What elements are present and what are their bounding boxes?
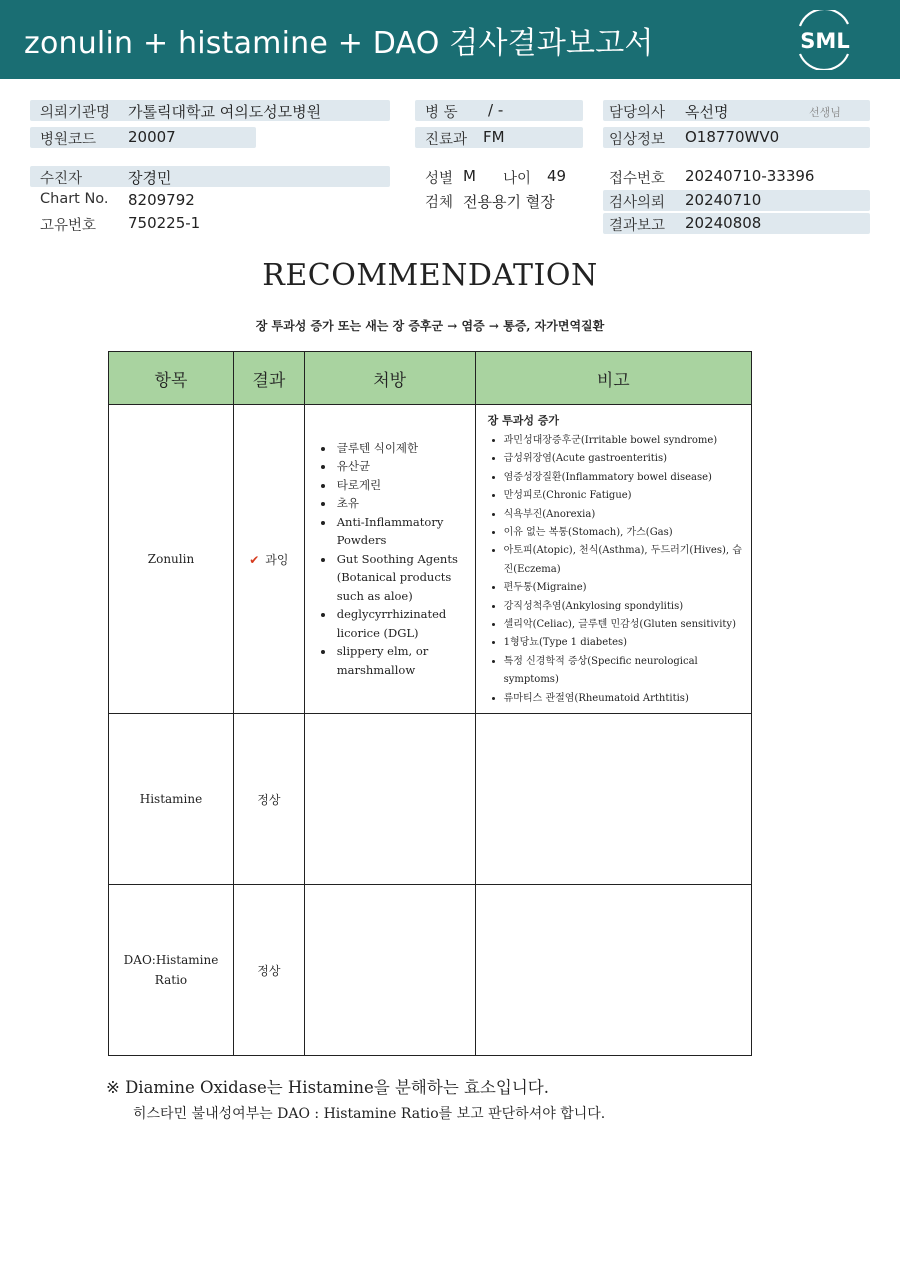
hospital-label: 의뢰기관명: [40, 105, 111, 121]
list-item: • 급성위장염(Acute gastroenteritis): [504, 450, 743, 468]
recommendation-title: RECOMMENDATION: [262, 258, 598, 293]
recommendation-subtitle: 장 투과성 증가 또는 새는 장 증후군 → 염증 → 통증, 자가면역질환: [255, 319, 605, 333]
note-dao-ratio: [475, 885, 751, 1056]
footnote-line-2: 히스타민 불내성여부는 DAO : Histamine Ratio를 보고 판단하셔야 합니다.: [133, 1106, 606, 1122]
footnote-line-1: ※ Diamine Oxidase는 Histamine을 분해하는 효소입니다.: [106, 1078, 549, 1097]
list-item: • Anti-Inflammatory Powders: [335, 513, 471, 550]
clinical-value: O18770WV0: [685, 128, 780, 146]
list-item: • 글루텐 식이제한: [335, 439, 471, 458]
reception-field: [603, 166, 870, 187]
list-item: • Gut Soothing Agents (Botanical products such as aloe): [335, 550, 471, 606]
list-item: • 과민성대장증후군(Irritable bowel syndrome): [504, 432, 743, 450]
age-value: 49: [547, 167, 567, 185]
sex-label: 성별: [425, 171, 454, 187]
report-value: 20240808: [685, 214, 762, 232]
logo-text: SML: [800, 29, 850, 53]
list-item: • deglycyrrhizinated licorice (DGL): [335, 605, 471, 642]
table-header-row: [109, 352, 752, 405]
list-item: • 이유 없는 복통(Stomach), 가스(Gas): [504, 524, 743, 542]
check-mark-icon: ✔: [249, 552, 260, 567]
report-date-field: [603, 213, 870, 234]
note-zonulin: [475, 405, 751, 714]
list-item: • 만성피로(Chronic Fatigue): [504, 487, 743, 505]
chart-label: Chart No.: [40, 191, 109, 207]
prescription-histamine: [304, 714, 475, 885]
patient-field: [30, 166, 390, 187]
unique-label: 고유번호: [40, 218, 97, 234]
unique-field: [30, 213, 390, 234]
sex-age-field: [415, 166, 595, 187]
clinical-label: 임상정보: [609, 132, 666, 148]
report-header: [0, 0, 900, 79]
item-zonulin: Zonulin: [109, 405, 234, 714]
report-label: 결과보고: [609, 218, 666, 234]
prescription-list: [305, 439, 471, 680]
prescription-dao-ratio: [304, 885, 475, 1056]
note-list: [488, 432, 743, 708]
prescription-zonulin: [304, 405, 475, 714]
result-histamine: 정상: [233, 714, 304, 885]
ward-field: [415, 100, 583, 121]
reception-label: 접수번호: [609, 171, 666, 187]
list-item: • slippery elm, or marshmallow: [335, 642, 471, 679]
list-item: • 타로게린: [335, 476, 471, 495]
list-item: • 셀리악(Celiac), 글루텐 민감성(Gluten sensitivity): [504, 616, 743, 634]
result-dao-ratio: 정상: [233, 885, 304, 1056]
dept-field: [415, 127, 583, 148]
result-zonulin-value: 과잉: [265, 552, 289, 567]
column-header-result: 결과: [233, 352, 304, 405]
chart-field: [30, 190, 390, 211]
hospital-code-value: 20007: [128, 128, 176, 146]
request-field: [603, 190, 870, 211]
list-item: • 류마티스 관절염(Rheumatoid Arthtitis): [504, 690, 743, 708]
doctor-label: 담당의사: [609, 105, 666, 121]
dept-value: FM: [483, 128, 505, 146]
hospital-code-field: [30, 127, 256, 148]
dept-label: 진료과: [425, 132, 468, 148]
item-dao-ratio: DAO:Histamine Ratio: [109, 885, 234, 1056]
hospital-code-label: 병원코드: [40, 132, 97, 148]
list-item: • 식욕부진(Anorexia): [504, 506, 743, 524]
doctor-value: 옥선명: [685, 103, 729, 121]
item-histamine: Histamine: [109, 714, 234, 885]
chart-value: 8209792: [128, 191, 195, 209]
patient-label: 수진자: [40, 171, 83, 187]
list-item: • 편두통(Migraine): [504, 579, 743, 597]
result-zonulin: [233, 405, 304, 714]
unique-value: 750225-1: [128, 214, 201, 232]
doctor-field: [603, 100, 870, 121]
specimen-field: [415, 190, 595, 211]
sml-logo: [790, 10, 860, 70]
list-item: • 특정 신경학적 증상(Specific neurological symptoms): [504, 653, 743, 690]
table-row-zonulin: [109, 405, 752, 714]
request-value: 20240710: [685, 191, 762, 209]
list-item: • 1형당뇨(Type 1 diabetes): [504, 634, 743, 652]
request-label: 검사의뢰: [609, 195, 666, 211]
hospital-field: [30, 100, 390, 121]
table-row-histamine: [109, 714, 752, 885]
patient-value: 장경민: [128, 169, 172, 187]
ward-label: 병 동: [425, 105, 458, 121]
specimen-label: 검체: [425, 195, 454, 211]
note-histamine: [475, 714, 751, 885]
list-item: • 강직성척추염(Ankylosing spondylitis): [504, 598, 743, 616]
note-heading: 장 투과성 증가: [487, 413, 560, 427]
list-item: • 아토피(Atopic), 천식(Asthma), 두드러기(Hives), 습진(Eczema): [504, 542, 743, 579]
list-item: • 유산균: [335, 457, 471, 476]
recommendation-table: [108, 351, 752, 1056]
column-header-note: 비고: [475, 352, 751, 405]
specimen-value: 전용용기 혈장: [463, 193, 555, 211]
clinical-field: [603, 127, 870, 148]
report-title: zonulin + histamine + DAO 검사결과보고서: [24, 26, 654, 61]
sex-value: M: [463, 167, 476, 185]
list-item: • 염증성장질환(Inflammatory bowel disease): [504, 469, 743, 487]
reception-value: 20240710-33396: [685, 167, 815, 185]
list-item: • 초유: [335, 494, 471, 513]
ward-value: / -: [488, 101, 504, 119]
doctor-suffix: 선생님: [809, 106, 841, 119]
table-row-dao-ratio: [109, 885, 752, 1056]
column-header-item: 항목: [109, 352, 234, 405]
column-header-prescription: 처방: [304, 352, 475, 405]
hospital-value: 가톨릭대학교 여의도성모병원: [128, 103, 322, 121]
age-label: 나이: [503, 171, 532, 187]
